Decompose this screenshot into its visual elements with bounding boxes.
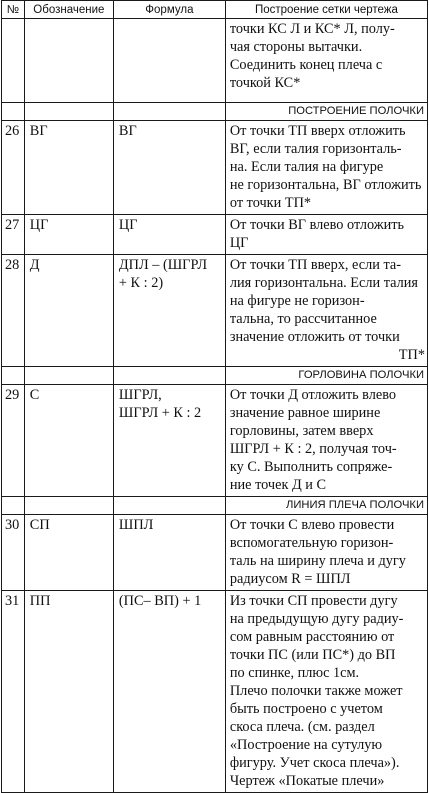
text-line: От точки ВГ влево отложить xyxy=(229,217,405,233)
text-line: точки ПС (или ПС*) до ВП xyxy=(229,647,396,663)
row-construction xyxy=(225,215,427,255)
table-header xyxy=(2,1,428,19)
text-line: не горизонтальна, ВГ отложить xyxy=(229,177,422,193)
row-code: ПП xyxy=(24,591,113,793)
text-line: «Построение на сутулую xyxy=(229,737,383,753)
text-line: ШГРЛ + К : 2, получая точ- xyxy=(229,441,397,457)
text-line: Из точки СП провести дугу xyxy=(229,593,398,609)
text-line: чая стороны вытачки. xyxy=(229,39,363,55)
formula-line: ШПЛ xyxy=(118,517,154,533)
row-construction xyxy=(225,385,427,497)
text-line: Чертеж «Покатые плечи» xyxy=(229,773,385,789)
text-line: быть построено с учетом xyxy=(229,701,383,717)
row-construction xyxy=(225,255,427,367)
row-number: 29 xyxy=(2,385,25,497)
text-line: ВГ, если талия горизонталь- xyxy=(229,141,402,157)
row-number: 28 xyxy=(2,255,25,367)
row-formula xyxy=(113,385,225,497)
header-formula: Формула xyxy=(113,1,225,19)
row-code: ВГ xyxy=(24,121,113,215)
text-line: ку С. Выполнить сопряже- xyxy=(229,459,393,475)
formula-line: ШГРЛ + К : 2 xyxy=(118,405,202,421)
row-number: 31 xyxy=(2,591,25,793)
text-line: значение отложить от точки xyxy=(229,329,400,345)
row-number: 30 xyxy=(2,515,25,591)
row-construction xyxy=(225,591,427,793)
table-row xyxy=(2,121,428,215)
row-formula xyxy=(113,215,225,255)
section-row xyxy=(2,497,428,515)
text-line: на. Если талия на фигуре xyxy=(229,159,384,175)
formula-line: ВГ xyxy=(118,123,137,139)
table-row xyxy=(2,215,428,255)
row-number: 26 xyxy=(2,121,25,215)
text-line: тальна, то рассчитанное xyxy=(229,311,377,327)
formula-line: + К : 2) xyxy=(118,275,164,291)
section-row xyxy=(2,367,428,385)
text-line: от точки ТП* xyxy=(229,195,312,211)
text-line: ТП* xyxy=(398,347,425,363)
formula-line: ДПЛ – (ШГРЛ xyxy=(118,257,208,273)
text-line: таль на ширину плеча и дугу xyxy=(229,553,406,569)
text-line: От точки Д отложить влево xyxy=(229,387,397,403)
text-line: на предыдущую дугу радиу- xyxy=(229,611,404,627)
text-line: на фигуре не горизон- xyxy=(229,293,365,309)
text-line: Соединить конец плеча с xyxy=(229,57,383,73)
text-line: вспомогательную горизон- xyxy=(229,535,394,551)
text-line: горловины, затем вверх xyxy=(229,423,374,439)
text-line: ЦГ xyxy=(229,235,249,251)
text-line: точки КС Л и КС* Л, полу- xyxy=(229,21,395,37)
text-line: скоса плеча. (см. раздел xyxy=(229,719,375,735)
text-line: ние точек Д и С xyxy=(229,477,327,493)
text-line: От точки ТП вверх отложить xyxy=(229,123,406,139)
text-line: От точки С влево провести xyxy=(229,517,395,533)
section-title: ГОРЛОВИНА ПОЛОЧКИ xyxy=(225,367,427,385)
header-code: Обозначение xyxy=(24,1,113,19)
table-row xyxy=(2,19,428,103)
row-code: ЦГ xyxy=(24,215,113,255)
row-formula xyxy=(113,121,225,215)
text-line: сом равным расстоянию от xyxy=(229,629,395,645)
construction-table xyxy=(1,0,428,793)
header-construction: Построение сетки чертежа xyxy=(225,1,427,19)
num-cell xyxy=(2,19,25,103)
construction-cell xyxy=(225,19,427,103)
table-row xyxy=(2,515,428,591)
table-row xyxy=(2,255,428,367)
row-code: СП xyxy=(24,515,113,591)
text-line: значение равное ширине xyxy=(229,405,381,421)
section-title: ПОСТРОЕНИЕ ПОЛОЧКИ xyxy=(225,103,427,121)
row-code: Д xyxy=(24,255,113,367)
text-line: Плечо полочки также может xyxy=(229,683,403,699)
text-line: лия горизонтальна. Если талия xyxy=(229,275,419,291)
table-row xyxy=(2,591,428,793)
formula-line: ЦГ xyxy=(118,217,138,233)
row-formula xyxy=(113,591,225,793)
section-row xyxy=(2,103,428,121)
row-formula xyxy=(113,255,225,367)
table-row xyxy=(2,385,428,497)
text-line: точкой КС* xyxy=(229,75,301,91)
text-line: От точки ТП вверх, если та- xyxy=(229,257,401,273)
formula-line: ШГРЛ, xyxy=(118,387,162,403)
text-line: по спинке, плюс 1см. xyxy=(229,665,360,681)
row-construction xyxy=(225,121,427,215)
formula-cell xyxy=(113,19,225,103)
text-line: фигуру. Учет скоса плеча»). xyxy=(229,755,400,771)
text-line: радиусом R = ШПЛ xyxy=(229,571,351,587)
row-construction xyxy=(225,515,427,591)
code-cell xyxy=(24,19,113,103)
header-num: № xyxy=(2,1,25,19)
row-formula xyxy=(113,515,225,591)
section-title: ЛИНИЯ ПЛЕЧА ПОЛОЧКИ xyxy=(225,497,427,515)
formula-line: (ПС– ВП) + 1 xyxy=(118,593,202,609)
row-number: 27 xyxy=(2,215,25,255)
row-code: С xyxy=(24,385,113,497)
